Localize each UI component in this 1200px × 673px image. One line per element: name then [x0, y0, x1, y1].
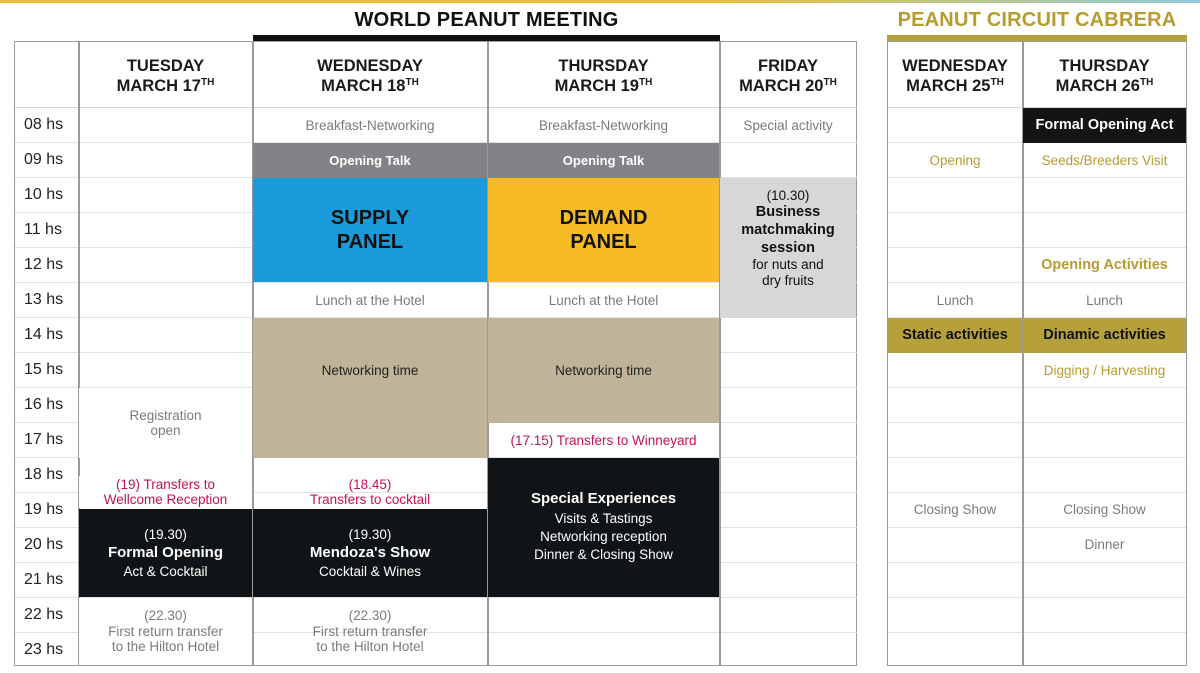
wed-mendoza-show: [253, 509, 487, 597]
tue-formal-opening: [79, 509, 252, 597]
wed25-lunch: [888, 283, 1022, 318]
dinner-text: Dinner: [1084, 536, 1125, 552]
thu-networking: [488, 318, 719, 423]
opening-activities-text: Opening Activities: [1041, 256, 1168, 273]
row-divider: [888, 212, 1186, 213]
supply-panel-text: SUPPLY PANEL: [330, 207, 410, 253]
event-title: Mendoza's Show: [309, 544, 431, 562]
closing-show-text: Closing Show: [913, 501, 997, 517]
thu26-dinner: [1023, 527, 1186, 562]
date-suffix: TH: [201, 77, 215, 88]
thu26-formal-opening-act: [1023, 108, 1186, 143]
row-divider: [888, 422, 1186, 423]
thu26-closing-show: [1023, 492, 1186, 527]
demand-panel-text: DEMAND PANEL: [559, 207, 648, 253]
wed-opening-talk: [253, 143, 487, 178]
wed-supply-panel: [253, 178, 487, 282]
event-title: Formal Opening: [107, 544, 223, 562]
hour-label: 23 hs: [24, 641, 64, 658]
event-title: Special Experiences: [530, 490, 677, 508]
day-name: WEDNESDAY: [902, 57, 1008, 75]
day-name: WEDNESDAY: [317, 57, 423, 75]
date-suffix: TH: [405, 77, 419, 88]
thu-demand-panel: [488, 178, 719, 282]
hour-label: 20 hs: [24, 536, 64, 553]
fri-business-matchmaking: [720, 178, 856, 318]
day-date: [720, 76, 856, 96]
event-text: Transfers to cocktail: [309, 492, 431, 507]
event-time: (10.30): [766, 187, 810, 203]
lunch-text: Lunch at the Hotel: [548, 292, 659, 308]
wed-lunch: [253, 283, 487, 318]
wed-transfer: [253, 476, 487, 508]
hour-label: 09 hs: [24, 151, 64, 168]
lunch-text: Lunch: [1086, 292, 1123, 308]
day-header-wednesday: [253, 56, 487, 96]
lunch-text: Lunch at the Hotel: [315, 292, 425, 308]
hour-label: 08 hs: [24, 116, 64, 133]
date-suffix: TH: [639, 77, 653, 88]
closing-show-text: Closing Show: [1063, 501, 1146, 517]
registration-text: Registration open: [129, 407, 202, 438]
seeds-visit-text: Seeds/Breeders Visit: [1041, 152, 1168, 168]
date-text: MARCH 18: [321, 77, 406, 95]
date-suffix: TH: [1140, 77, 1154, 88]
event-time: (19.30): [348, 526, 392, 542]
date-text: MARCH 19: [554, 77, 639, 95]
wed-return-transfer: [253, 598, 487, 665]
event-time: (22.30): [144, 608, 187, 624]
thu-transfer: [488, 423, 719, 458]
event-subtitle: Cocktail & Wines: [318, 563, 422, 579]
networking-text: Networking time: [555, 362, 652, 378]
digging-text: Digging / Harvesting: [1043, 362, 1166, 378]
hour-label: 22 hs: [24, 606, 64, 623]
networking-text: Networking time: [321, 362, 419, 378]
date-text: MARCH 26: [1055, 77, 1140, 95]
wed-networking: [253, 318, 487, 458]
hour-label: 18 hs: [24, 466, 64, 483]
day-date: [888, 76, 1022, 96]
opening-talk-text: Opening Talk: [562, 152, 645, 168]
hour-label: 17 hs: [24, 431, 64, 448]
day-header-friday: [720, 56, 856, 96]
transfer-text: (17.15) Transfers to Winneyard: [510, 432, 697, 448]
event-subtitle: for nuts and dry fruits: [752, 257, 824, 288]
event-text: First return transfer to the Hilton Hotel: [108, 623, 223, 655]
tue-return-transfer: [79, 598, 252, 665]
event-title: Business matchmaking session: [741, 204, 835, 257]
row-divider: [888, 632, 1186, 633]
thu-opening-talk: [488, 143, 719, 178]
wed-breakfast: [253, 108, 487, 143]
event-text: First return transfer to the Hilton Hotel: [312, 623, 428, 655]
wed25-static-activities: [888, 318, 1022, 353]
thu26-lunch: [1023, 283, 1186, 318]
tue-registration: [79, 388, 252, 458]
day-date: [488, 76, 719, 96]
hour-label: 15 hs: [24, 361, 64, 378]
wed25-closing-show: [888, 492, 1022, 527]
hour-label: 21 hs: [24, 571, 64, 588]
row-divider: [888, 562, 1186, 563]
top-accent-line: [0, 0, 1200, 3]
breakfast-text: Breakfast-Networking: [538, 117, 669, 133]
thu26-digging: [1023, 353, 1186, 388]
day-name: TUESDAY: [126, 57, 205, 75]
day-date: [253, 76, 487, 96]
date-suffix: TH: [823, 77, 837, 88]
event-time: (19.30): [144, 526, 187, 542]
thu-lunch: [488, 283, 719, 318]
thu-breakfast: [488, 108, 719, 143]
date-text: MARCH 17: [116, 77, 201, 95]
day-header-wednesday-25: [888, 56, 1022, 96]
hour-label: 16 hs: [24, 396, 64, 413]
static-activities-text: Static activities: [902, 326, 1008, 343]
tue-transfer: [79, 476, 252, 508]
event-time: (18.45): [348, 476, 392, 492]
opening-talk-text: Opening Talk: [329, 152, 411, 168]
lunch-text: Lunch: [936, 292, 974, 308]
day-header-thursday: [488, 56, 719, 96]
formal-act-text: Formal Opening Act: [1035, 116, 1174, 133]
peanut-circuit-title: PEANUT CIRCUIT CABRERA: [897, 9, 1177, 31]
date-text: MARCH 25: [906, 77, 991, 95]
event-time: (22.30): [348, 608, 392, 624]
day-date: [1023, 76, 1186, 96]
date-suffix: TH: [990, 77, 1004, 88]
wed25-opening: [888, 143, 1022, 178]
hour-label: 12 hs: [24, 256, 64, 273]
event-lines: Visits & Tastings Networking reception Dinner & Closing Show: [534, 510, 673, 562]
thu26-dinamic-activities: [1023, 318, 1186, 353]
dinamic-activities-text: Dinamic activities: [1043, 326, 1166, 343]
day-date: [79, 76, 252, 96]
day-name: THURSDAY: [558, 57, 649, 75]
thu26-seeds-visit: [1023, 143, 1186, 178]
thu26-opening-activities: [1023, 248, 1186, 283]
day-name: THURSDAY: [1059, 57, 1150, 75]
world-peanut-meeting-title: WORLD PEANUT MEETING: [354, 9, 619, 31]
transfer-text: (19) Transfers to Wellcome Reception: [103, 476, 228, 507]
day-name: FRIDAY: [758, 57, 818, 75]
hour-label: 10 hs: [24, 186, 64, 203]
row-divider: [888, 457, 1186, 458]
day-header-thursday-26: [1023, 56, 1186, 96]
hour-label: 13 hs: [24, 291, 64, 308]
row-divider: [888, 597, 1186, 598]
thu-special-experiences: [488, 458, 719, 597]
opening-text: Opening: [929, 152, 981, 168]
event-subtitle: Act & Cocktail: [123, 563, 208, 579]
hour-label: 11 hs: [24, 221, 62, 238]
hour-label: 14 hs: [24, 326, 64, 343]
hour-label: 19 hs: [24, 501, 64, 518]
day-header-tuesday: [79, 56, 252, 96]
date-text: MARCH 20: [739, 77, 824, 95]
special-activity-text: Special activity: [743, 117, 833, 133]
breakfast-text: Breakfast-Networking: [305, 117, 435, 133]
fri-special-activity: [720, 108, 856, 143]
